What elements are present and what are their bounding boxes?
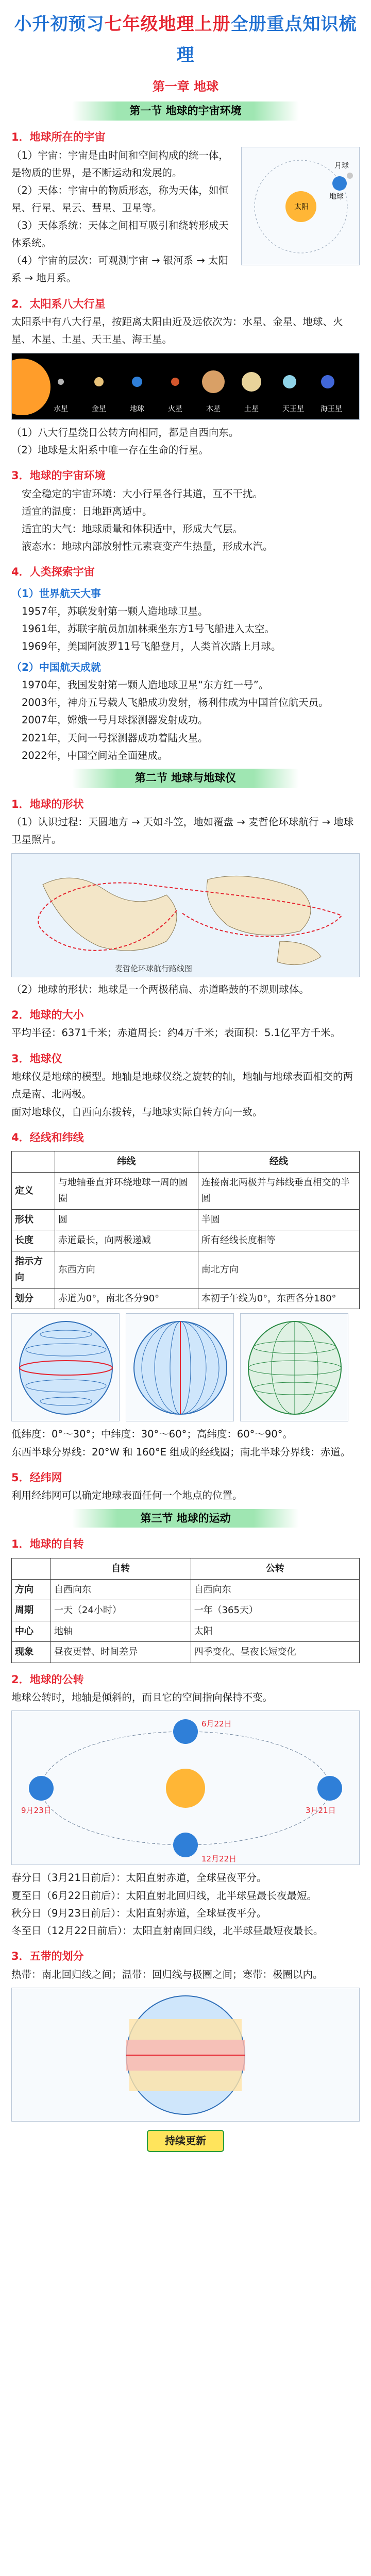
paragraph: （2）地球的形状：地球是一个两极稍扁、赤道略鼓的不规则球体。 (11, 983, 309, 995)
paragraph: 面对地球仪，自西向东拨转，与地球实际自转方向一致。 (11, 1106, 263, 1118)
table-header-row (12, 1151, 360, 1173)
table-cell: 赤道为0°，南北各分90° (55, 1288, 198, 1309)
paragraph: 春分日（3月21日前后）：太阳直射赤道，全球昼夜平分。 (11, 1872, 267, 1884)
date-label: 6月22日 (201, 1719, 232, 1729)
planet-label: 木星 (206, 404, 221, 413)
paragraph: 利用经纬网可以确定地球表面任何一个地点的位置。 (11, 1489, 243, 1502)
paragraph: 1957年，苏联发射第一颗人造地球卫星。 (22, 605, 208, 617)
table-cell: 与地轴垂直并环绕地球一周的圆圈 (55, 1172, 198, 1209)
paragraph: 秋分日（9月23日前后）：太阳直射赤道，全球昼夜平分。 (11, 1907, 267, 1919)
table-cell: 圆 (55, 1209, 198, 1230)
table-header-cell: 公转 (191, 1558, 359, 1580)
subheading: （1）世界航天大事 (11, 587, 101, 600)
paragraph: （1）八大行星绕日公转方向相同，都是自西向东。 (11, 426, 239, 438)
moon-icon (347, 173, 353, 179)
table-header-cell (12, 1558, 51, 1580)
table-cell: 本初子午线为0°，东西各分180° (198, 1288, 359, 1309)
heat-belts-figure (11, 1988, 360, 2122)
table-header-cell: 自转 (51, 1558, 191, 1580)
heat-belts-diagram (12, 1988, 359, 2122)
table-row (12, 1579, 360, 1600)
table-cell: 四季变化、昼夜长短变化 (191, 1642, 359, 1663)
table-cell: 一年（365天） (191, 1600, 359, 1621)
planet-label: 地球 (130, 404, 144, 413)
paragraph: 低纬度：0°～30°；中纬度：30°～60°；高纬度：60°～90°。 (11, 1428, 293, 1440)
table-header-row (12, 1558, 360, 1580)
table-cell: 自西向东 (51, 1579, 191, 1600)
paragraph: 2022年，中国空间站全面建成。 (22, 749, 168, 761)
earth-moon-system-figure (241, 147, 360, 265)
date-label: 9月23日 (21, 1806, 52, 1816)
revolution-diagram (12, 1711, 359, 1866)
table-cell: 连接南北两极并与纬线垂直相交的半圆 (198, 1172, 359, 1209)
paragraph: （4）宇宙的层次：可观测宇宙 → 银河系 → 太阳系 → 地月系。 (11, 255, 228, 284)
table-row (12, 1600, 360, 1621)
table-cell: 指示方向 (12, 1251, 55, 1288)
planet-7-icon (321, 375, 334, 388)
paragraph: 冬至日（12月22日前后）：太阳直射南回归线，北半球昼最短夜最长。 (11, 1924, 324, 1937)
planet-3-icon (171, 378, 179, 386)
paragraph: 1969年，美国阿波罗11号飞船登月，人类首次踏上月球。 (22, 640, 281, 652)
grid-globe-figure (240, 1313, 348, 1421)
table-row (12, 1230, 360, 1251)
figure-caption: 麦哲伦环球航行路线图 (115, 963, 193, 973)
table-row (12, 1288, 360, 1309)
table-header-cell: 经线 (198, 1151, 359, 1173)
chapter-title: 第一章 地球 (152, 79, 219, 94)
planet-label: 土星 (244, 404, 259, 413)
table-cell: 自西向东 (191, 1579, 359, 1600)
table-cell: 赤道最长，向两极递减 (55, 1230, 198, 1251)
moon-label: 月球 (334, 161, 349, 170)
table-row (12, 1621, 360, 1642)
planet-0-icon (58, 379, 64, 385)
planet-4-icon (202, 370, 225, 393)
latitude-globe-diagram (12, 1314, 120, 1422)
heading-globe: 3．地球仪 (11, 1052, 62, 1065)
planet-6-icon (283, 375, 296, 388)
earth-icon (173, 1719, 198, 1744)
paragraph: 2003年，神舟五号载人飞船成功发射，杨利伟成为中国首位航天员。 (22, 697, 329, 709)
table-cell: 划分 (12, 1288, 55, 1309)
planet-label: 海王星 (321, 404, 342, 413)
table-cell: 半圆 (198, 1209, 359, 1230)
page-title-part-2: 七年级地理上册 (104, 14, 231, 35)
earth-icon (29, 1776, 54, 1801)
section-banner-1: 第一节 地球的宇宙环境 (72, 101, 299, 121)
heading-revolution: 2．地球的公转 (11, 1673, 84, 1686)
motion-table (11, 1558, 360, 1663)
paragraph: 适宜的大气：地球质量和体积适中，形成大气层。 (22, 522, 243, 535)
paragraph: （1）宇宙：宇宙是由时间和空间构成的统一体，是物质的世界，是不断运动和发展的。 (11, 149, 229, 179)
paragraph: 安全稳定的宇宙环境：大小行星各行其道，互不干扰。 (22, 487, 263, 500)
date-label: 12月22日 (201, 1854, 237, 1864)
planet-5-icon (242, 372, 261, 392)
paragraph: 太阳系中有八大行星，按距离太阳由近及远依次为：水星、金星、地球、火星、木星、土星、天王星、海王星。 (11, 316, 343, 346)
universe-row (11, 147, 360, 287)
sun-label: 太阳 (294, 202, 309, 211)
heading-explore: 4．人类探索宇宙 (11, 566, 95, 578)
solar-system-diagram (12, 353, 359, 420)
table-cell: 现象 (12, 1642, 51, 1663)
earth-moon-system-diagram (242, 147, 360, 266)
table-cell: 定义 (12, 1172, 55, 1209)
section-banner-2: 第二节 地球与地球仪 (72, 769, 299, 788)
latitude-globe-figure (11, 1313, 120, 1421)
table-cell: 太阳 (191, 1621, 359, 1642)
table-cell: 东西方向 (55, 1251, 198, 1288)
earth-icon (332, 176, 347, 191)
sun-icon (166, 1769, 205, 1808)
page-title (11, 9, 360, 71)
paragraph: （3）天体系统：天体之间相互吸引和绕转形成天体系统。 (11, 219, 229, 249)
heading-lat-lon: 4．经线和纬线 (11, 1131, 84, 1144)
paragraph: （2）地球是太阳系中唯一存在生命的行星。 (11, 444, 209, 456)
table-row (12, 1642, 360, 1663)
heading-shape: 1．地球的形状 (11, 798, 84, 810)
paragraph: 2007年，嫦娥一号月球探测器发射成功。 (22, 714, 208, 726)
paragraph: 地球公转时，地轴是倾斜的，而且它的空间指向保持不变。 (11, 1691, 273, 1704)
paragraph: 适宜的温度：日地距离适中。 (22, 505, 153, 517)
table-cell: 南北方向 (198, 1251, 359, 1288)
planet-1-icon (94, 377, 104, 386)
section-banner-3: 第三节 地球的运动 (72, 1509, 299, 1528)
planet-2-icon (132, 377, 142, 387)
sun-icon (12, 359, 50, 415)
table-cell: 方向 (12, 1579, 51, 1600)
paragraph: 地球仪是地球的模型。地轴是地球仪绕之旋转的轴，地轴与地球表面相交的两点是南、北两极。 (11, 1071, 353, 1100)
longitude-globe-diagram (126, 1314, 234, 1422)
heading-environment: 3．地球的宇宙环境 (11, 469, 106, 482)
heading-solar-system: 2．太阳系八大行星 (11, 297, 106, 310)
paragraph: 1970年，我国发射第一颗人造地球卫星“东方红一号”。 (22, 679, 269, 691)
lat-lon-table (11, 1151, 360, 1309)
table-cell: 昼夜更替、时间差异 (51, 1642, 191, 1663)
grid-globe-diagram (241, 1314, 349, 1422)
paragraph: （1）认识过程：天圆地方 → 天如斗笠，地如覆盘 → 麦哲伦环球航行 → 地球卫星照片。 (11, 816, 354, 846)
page-title-part-1: 小升初预习 (14, 14, 105, 35)
paragraph: 夏至日（6月22日前后）：太阳直射北回归线，北半球昼最长夜最短。 (11, 1889, 317, 1902)
paragraph: 2021年，天问一号探测器成功着陆火星。 (22, 732, 208, 744)
revolution-figure (11, 1710, 360, 1865)
heading-grid: 5．经纬网 (11, 1471, 62, 1484)
table-cell: 中心 (12, 1621, 51, 1642)
planet-label: 火星 (168, 404, 182, 413)
paragraph: 热带：南北回归线之间；温带：回归线与极圈之间；寒带：极圈以内。 (11, 1968, 323, 1980)
paragraph: 液态水：地球内部放射性元素衰变产生热量，形成水汽。 (22, 540, 273, 552)
solar-system-figure (11, 353, 360, 420)
globe-figures-row (11, 1313, 360, 1421)
earth-icon (173, 1833, 198, 1857)
planet-label: 水星 (54, 404, 68, 413)
table-cell: 一天（24小时） (51, 1600, 191, 1621)
continue-updating-button[interactable]: 持续更新 (147, 2130, 224, 2152)
paragraph: 平均半径：6371千米；赤道周长：约4万千米；表面积：5.1亿平方千米。 (11, 1027, 341, 1039)
earth-label: 地球 (329, 192, 344, 201)
paragraph: 东西半球分界线：20°W 和 160°E 组成的经线圈；南北半球分界线：赤道。 (11, 1446, 351, 1458)
table-header-cell (12, 1151, 55, 1173)
date-label: 3月21日 (306, 1806, 336, 1816)
longitude-globe-figure (126, 1313, 234, 1421)
paragraph: 1961年，苏联宇航员加加林乘坐东方1号飞船进入太空。 (22, 622, 275, 635)
table-cell: 地轴 (51, 1621, 191, 1642)
heading-rotation: 1．地球的自转 (11, 1538, 84, 1551)
heading-belts: 3．五带的划分 (11, 1950, 84, 1962)
heading-size: 2．地球的大小 (11, 1008, 84, 1021)
page-title-part-3: 全册重点知识梳理 (176, 14, 357, 65)
subheading: （2）中国航天成就 (11, 661, 101, 674)
paragraph: （2）天体：宇宙中的物质形态，称为天体，如恒星、行星、星云、彗星、卫星等。 (11, 184, 229, 214)
magellan-route-map (12, 854, 359, 977)
magellan-route-figure (11, 853, 360, 977)
heading-universe: 1．地球所在的宇宙 (11, 130, 106, 143)
table-cell: 形状 (12, 1209, 55, 1230)
planet-label: 天王星 (282, 404, 304, 413)
table-cell: 长度 (12, 1230, 55, 1251)
table-cell: 周期 (12, 1600, 51, 1621)
table-row (12, 1251, 360, 1288)
table-row (12, 1172, 360, 1209)
table-header-cell: 纬线 (55, 1151, 198, 1173)
planet-label: 金星 (92, 404, 106, 413)
table-cell: 所有经线长度相等 (198, 1230, 359, 1251)
earth-icon (317, 1776, 342, 1801)
table-row (12, 1209, 360, 1230)
